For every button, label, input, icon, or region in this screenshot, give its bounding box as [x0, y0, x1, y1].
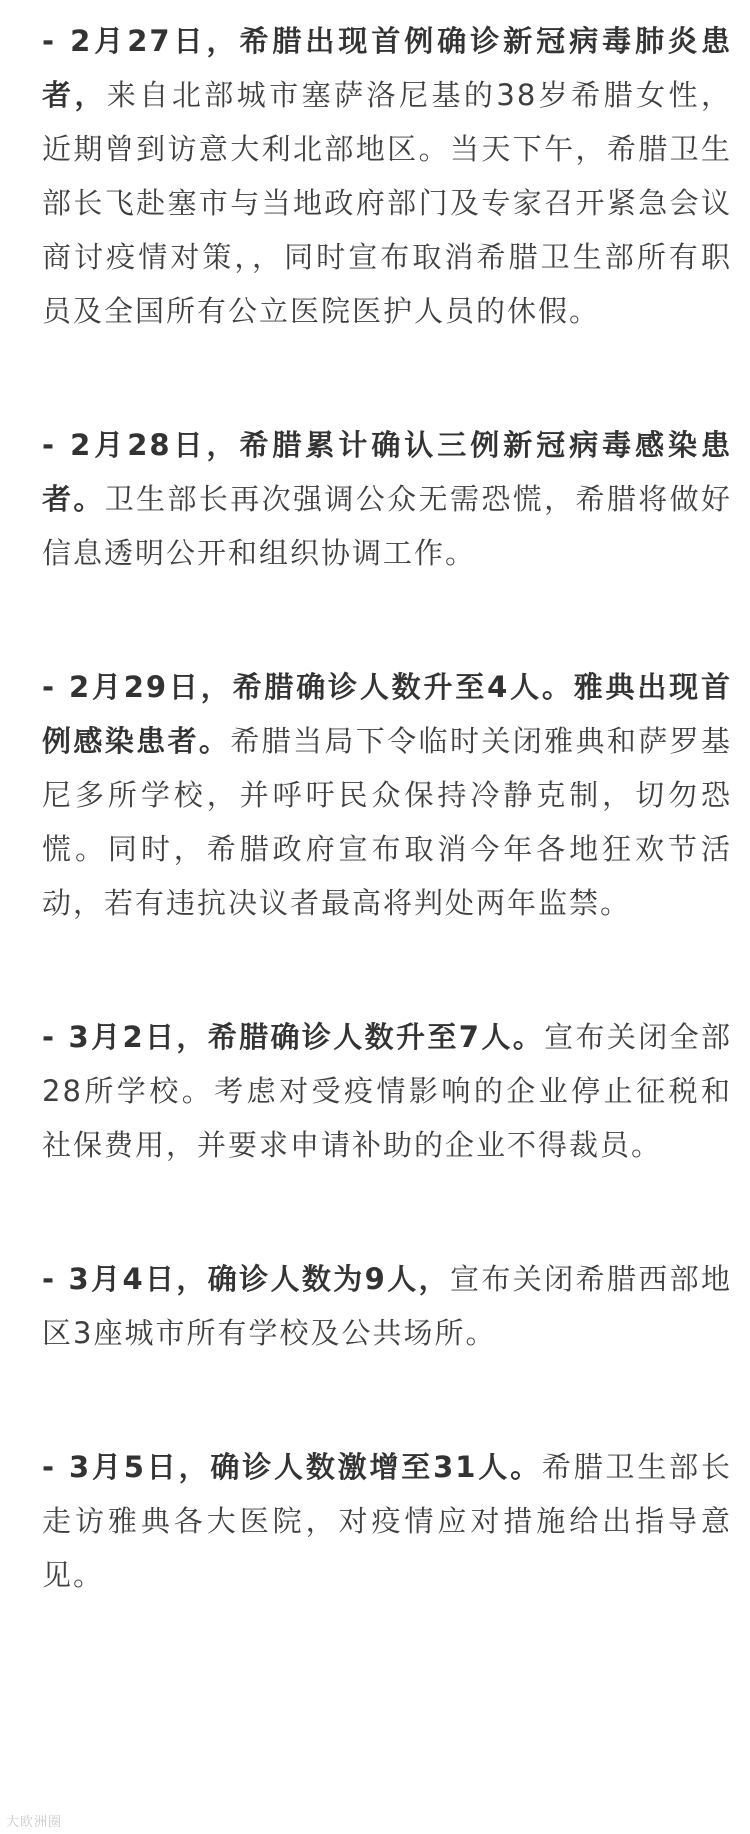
paragraph-text: 宣布关闭全部28所学校。考虑对受疫情影响的企业停止征税和社保费用，并要求申请补助的企业不得裁员。 — [42, 1020, 732, 1162]
watermark: 大欧洲圈 — [6, 1815, 63, 1830]
paragraph-heading: - 2月28日，希腊累计确认三例新冠病毒感染患者。 — [42, 428, 732, 516]
paragraph-text: 卫生部长再次强调公众无需恐慌，希腊将做好信息透明公开和组织协调工作。 — [42, 482, 732, 570]
paragraph-heading: - 2月29日，希腊确诊人数升至4人。雅典出现首例感染患者。 — [42, 670, 732, 758]
paragraph-mar-2 — [42, 1010, 732, 1172]
paragraph-feb-29 — [42, 660, 732, 930]
paragraph-heading: - 3月2日，希腊确诊人数升至7人。 — [42, 1020, 545, 1054]
paragraph-heading: - 3月5日，确诊人数激增至31人。 — [42, 1450, 542, 1484]
paragraph-heading: - 2月27日，希腊出现首例确诊新冠病毒肺炎患者， — [42, 24, 732, 112]
paragraph-text: 希腊卫生部长走访雅典各大医院，对疫情应对措施给出指导意见。 — [42, 1450, 732, 1592]
paragraph-text: 希腊当局下令临时关闭雅典和萨罗基尼多所学校，并呼吁民众保持冷静克制，切勿恐慌。同时，希腊政府宣布取消今年各地狂欢节活动，若有违抗决议者最高将判处两年监禁。 — [42, 724, 732, 920]
paragraph-text: 来自北部城市塞萨洛尼基的38岁希腊女性，近期曾到访意大利北部地区。当天下午，希腊卫生部长飞赴塞市与当地政府部门及专家召开紧急会议商讨疫情对策，，同时宣布取消希腊卫生部所有职员及全国所有公立医院医护人员的休假。 — [42, 78, 732, 328]
paragraph-feb-27 — [42, 14, 732, 338]
paragraph-text: 宣布关闭希腊西部地区3座城市所有学校及公共场所。 — [42, 1262, 732, 1350]
paragraph-mar-5 — [42, 1440, 732, 1602]
article-body — [42, 14, 732, 1682]
paragraph-mar-4 — [42, 1252, 732, 1360]
paragraph-heading: - 3月4日，确诊人数为9人， — [42, 1262, 450, 1296]
paragraph-feb-28 — [42, 418, 732, 580]
